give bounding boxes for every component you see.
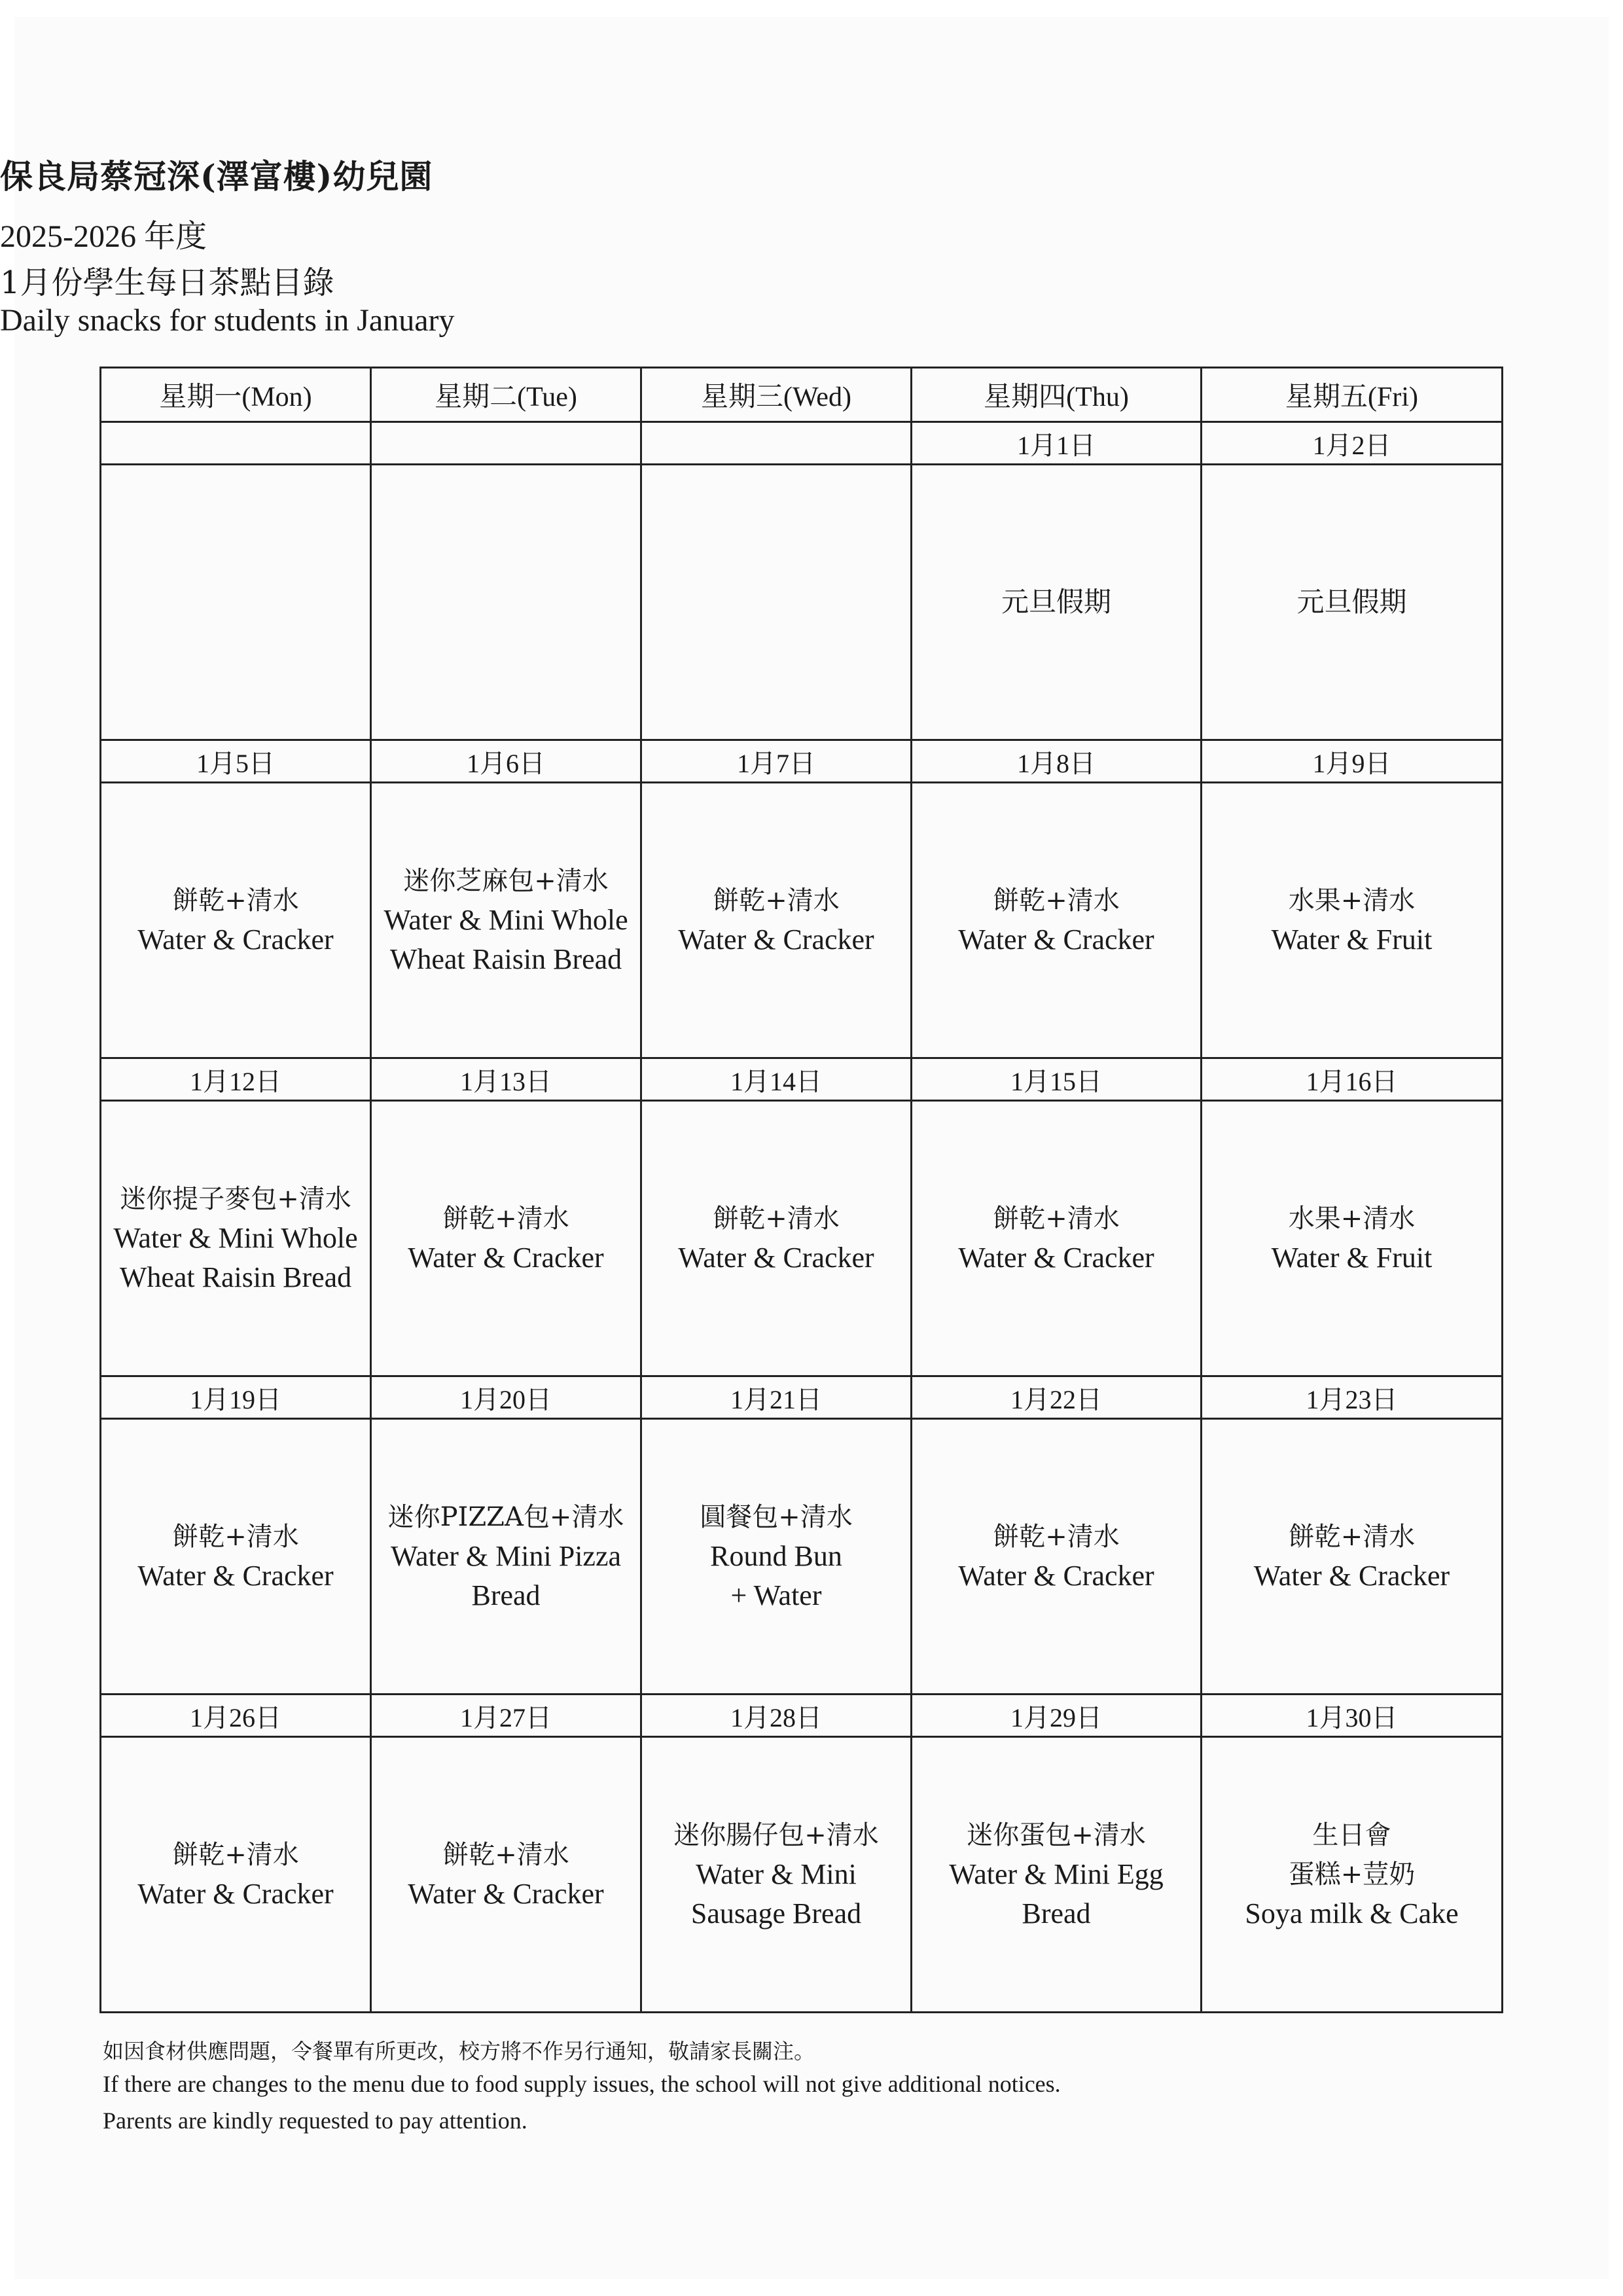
meal-zh: 餅乾+清水 <box>172 886 299 916</box>
meal-en: Sausage Bread <box>690 1897 862 1929</box>
meal-zh: 蛋糕+荳奶 <box>1288 1859 1416 1890</box>
date-cell: 1月30日 <box>1202 1695 1503 1737</box>
date-cell: 1月26日 <box>101 1695 371 1737</box>
date-cell: 1月9日 <box>1202 740 1503 783</box>
meal-en: Wheat Raisin Bread <box>119 1261 352 1293</box>
meal-cell <box>641 1737 912 2013</box>
meal-cell <box>641 465 912 740</box>
date-cell: 1月14日 <box>641 1058 912 1101</box>
meal-zh: 迷你PIZZA包+清水 <box>387 1502 624 1532</box>
meal-zh: 餅乾+清水 <box>713 1204 840 1234</box>
meal-en: + Water <box>730 1579 822 1611</box>
date-cell <box>101 422 371 465</box>
meal-en: Water & Cracker <box>678 1242 874 1274</box>
meal-cell <box>641 1101 912 1376</box>
date-cell <box>641 422 912 465</box>
school-year: 2025-2026 年度 <box>0 219 207 254</box>
snack-menu-table <box>99 367 1503 2013</box>
date-row <box>101 1695 1503 1737</box>
date-cell: 1月7日 <box>641 740 912 783</box>
meal-zh: 餅乾+清水 <box>172 1840 299 1870</box>
school-title: 保良局蔡冠深(澤富樓)幼兒園 <box>0 157 433 196</box>
meal-en: Round Bun <box>710 1540 842 1572</box>
meal-en: Water & Cracker <box>958 1242 1154 1274</box>
weekday-header: 星期五(Fri) <box>1202 368 1503 422</box>
weekday-header: 星期三(Wed) <box>641 368 912 422</box>
meal-row <box>101 1419 1503 1695</box>
date-cell: 1月15日 <box>912 1058 1202 1101</box>
meal-en: Water & Cracker <box>958 1560 1154 1592</box>
meal-en: Wheat Raisin Bread <box>389 943 622 975</box>
meal-cell <box>912 1101 1202 1376</box>
meal-cell <box>101 1419 371 1695</box>
meal-en: Soya milk & Cake <box>1245 1897 1459 1929</box>
weekday-header: 星期二(Tue) <box>371 368 641 422</box>
date-cell <box>371 422 641 465</box>
weekday-header-row <box>101 368 1503 422</box>
meal-zh: 圓餐包+清水 <box>700 1502 853 1532</box>
holiday-label: 元旦假期 <box>1001 585 1111 618</box>
date-cell: 1月6日 <box>371 740 641 783</box>
date-cell: 1月13日 <box>371 1058 641 1101</box>
date-cell: 1月12日 <box>101 1058 371 1101</box>
meal-zh: 迷你提子麥包+清水 <box>120 1184 351 1214</box>
meal-zh: 餅乾+清水 <box>993 886 1120 916</box>
date-cell: 1月22日 <box>912 1376 1202 1419</box>
menu-subtitle-english: Daily snacks for students in January <box>0 303 455 338</box>
meal-cell <box>1202 1101 1503 1376</box>
meal-cell <box>371 1419 641 1695</box>
meal-en: Water & Cracker <box>958 924 1154 956</box>
meal-zh: 餅乾+清水 <box>172 1522 299 1552</box>
meal-row <box>101 1101 1503 1376</box>
meal-cell <box>912 465 1202 740</box>
menu-subtitle: 1月份學生每日茶點目錄 <box>0 264 334 301</box>
date-cell: 1月23日 <box>1202 1376 1503 1419</box>
meal-en: Bread <box>471 1579 541 1611</box>
meal-cell <box>912 1737 1202 2013</box>
meal-row <box>101 465 1503 740</box>
date-cell: 1月5日 <box>101 740 371 783</box>
weekday-header: 星期一(Mon) <box>101 368 371 422</box>
meal-en: Water & Mini <box>696 1858 857 1890</box>
date-cell: 1月16日 <box>1202 1058 1503 1101</box>
date-cell: 1月27日 <box>371 1695 641 1737</box>
meal-zh: 水果+清水 <box>1288 886 1416 916</box>
meal-cell <box>371 783 641 1058</box>
meal-zh: 餅乾+清水 <box>442 1204 569 1234</box>
meal-en: Water & Cracker <box>408 1878 604 1910</box>
meal-zh: 迷你蛋包+清水 <box>967 1820 1146 1850</box>
meal-en: Water & Cracker <box>137 924 334 956</box>
meal-cell <box>641 1419 912 1695</box>
date-cell: 1月29日 <box>912 1695 1202 1737</box>
meal-en: Water & Cracker <box>408 1242 604 1274</box>
footer-note-english: If there are changes to the menu due to food supply issues, the school will not give additional notices. <box>103 2071 1061 2097</box>
meal-en: Water & Mini Egg <box>949 1858 1164 1890</box>
meal-en: Water & Mini Whole <box>113 1222 358 1254</box>
meal-zh: 餅乾+清水 <box>1288 1522 1416 1552</box>
meal-cell <box>1202 783 1503 1058</box>
meal-cell <box>371 1101 641 1376</box>
meal-zh: 餅乾+清水 <box>993 1204 1120 1234</box>
date-cell: 1月2日 <box>1202 422 1503 465</box>
footer-note-english-2: Parents are kindly requested to pay attention. <box>103 2108 527 2134</box>
meal-zh: 餅乾+清水 <box>442 1840 569 1870</box>
date-row <box>101 1058 1503 1101</box>
meal-en: Water & Cracker <box>1253 1560 1450 1592</box>
meal-zh: 餅乾+清水 <box>993 1522 1120 1552</box>
date-cell: 1月28日 <box>641 1695 912 1737</box>
weekday-header: 星期四(Thu) <box>912 368 1202 422</box>
meal-cell <box>101 1737 371 2013</box>
meal-en: Water & Fruit <box>1271 1242 1433 1274</box>
date-cell: 1月21日 <box>641 1376 912 1419</box>
meal-cell <box>1202 1737 1503 2013</box>
meal-row <box>101 1737 1503 2013</box>
meal-cell <box>1202 1419 1503 1695</box>
date-cell: 1月19日 <box>101 1376 371 1419</box>
meal-en: Bread <box>1022 1897 1091 1929</box>
holiday-label: 元旦假期 <box>1296 585 1407 618</box>
meal-zh: 迷你芝麻包+清水 <box>403 866 609 896</box>
footer-note-chinese: 如因食材供應問題，令餐單有所更改，校方將不作另行通知，敬請家長關注。 <box>103 2039 815 2064</box>
meal-cell <box>912 1419 1202 1695</box>
meal-cell <box>371 465 641 740</box>
meal-cell <box>371 1737 641 2013</box>
date-cell: 1月1日 <box>912 422 1202 465</box>
meal-cell <box>641 783 912 1058</box>
date-cell: 1月20日 <box>371 1376 641 1419</box>
meal-zh: 生日會 <box>1312 1820 1391 1850</box>
footer-notes <box>103 2037 1543 2139</box>
meal-en: Water & Cracker <box>137 1878 334 1910</box>
meal-cell <box>1202 465 1503 740</box>
meal-row <box>101 783 1503 1058</box>
date-row <box>101 740 1503 783</box>
meal-en: Water & Fruit <box>1271 924 1433 956</box>
meal-en: Water & Cracker <box>137 1560 334 1592</box>
meal-en: Water & Mini Pizza <box>390 1540 622 1572</box>
meal-cell <box>101 783 371 1058</box>
meal-zh: 迷你腸仔包+清水 <box>673 1820 879 1850</box>
meal-en: Water & Cracker <box>678 924 874 956</box>
meal-zh: 餅乾+清水 <box>713 886 840 916</box>
meal-en: Water & Mini Whole <box>383 904 628 936</box>
date-cell: 1月8日 <box>912 740 1202 783</box>
meal-zh: 水果+清水 <box>1288 1204 1416 1234</box>
meal-cell <box>101 465 371 740</box>
date-row <box>101 422 1503 465</box>
meal-cell <box>912 783 1202 1058</box>
meal-cell <box>101 1101 371 1376</box>
date-row <box>101 1376 1503 1419</box>
